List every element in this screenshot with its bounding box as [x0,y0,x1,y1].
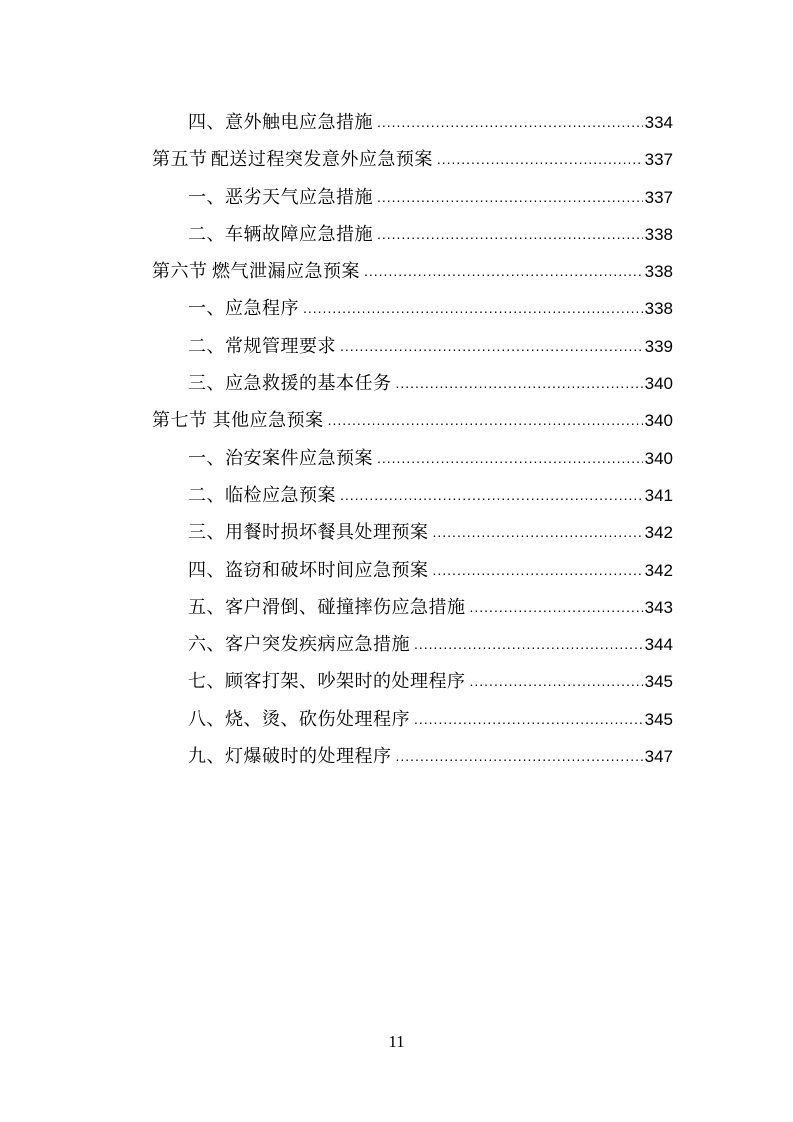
toc-entry[interactable] [152,141,673,178]
toc-dot-leader [433,563,643,577]
toc-entry[interactable] [152,328,673,365]
toc-dot-leader [396,376,643,390]
toc-entry-title: 临检应急预案 [225,484,336,506]
toc-entry-label: 二、 [188,335,225,357]
toc-entry[interactable] [152,253,673,290]
toc-entry-title: 配送过程突发意外应急预案 [210,149,433,171]
toc-entry-title: 常规管理要求 [225,335,336,357]
toc-entry[interactable] [152,104,673,141]
toc-entry-label: 六、 [188,634,225,656]
toc-entry-page: 334 [644,113,673,132]
toc-entry-title: 灯爆破时的处理程序 [225,746,392,768]
toc-entry[interactable] [152,738,673,775]
toc-dot-leader [377,190,643,204]
toc-entry[interactable] [152,589,673,626]
toc-entry-label: 三、 [188,373,225,395]
toc-entry-label: 第七节 [152,410,208,432]
toc-entry-label: 一、 [188,298,225,320]
toc-entry-page: 338 [644,299,673,319]
toc-entry-page: 343 [644,597,673,617]
toc-dot-leader [396,749,643,763]
toc-entry-title: 顾客打架、吵架时的处理程序 [225,671,466,693]
toc-entry-title: 恶劣天气应急措施 [225,186,373,208]
toc-dot-leader [377,451,643,465]
toc-entry-title: 盗窃和破坏时间应急预案 [225,559,429,581]
toc-dot-leader [364,264,643,278]
toc-entry-page: 342 [644,523,673,543]
toc-entry-page: 342 [644,560,673,580]
toc-entry[interactable] [152,402,673,439]
toc-entry-title: 燃气泄漏应急预案 [212,261,360,283]
toc-entry-page: 338 [644,224,673,244]
toc-entry-label: 八、 [188,708,225,730]
toc-entry[interactable] [152,477,673,514]
toc-entry-title: 应急救援的基本任务 [225,373,392,395]
table-of-contents [152,104,673,775]
toc-entry-label: 第五节 [152,149,208,171]
toc-entry-label: 一、 [188,447,225,469]
toc-entry[interactable] [152,552,673,589]
toc-entry-page: 347 [644,747,673,767]
toc-entry-title: 其他应急预案 [212,410,324,432]
toc-entry-page: 344 [644,635,673,655]
toc-dot-leader [437,152,643,166]
toc-entry-label: 二、 [188,223,225,245]
toc-entry-title: 意外触电应急措施 [225,112,373,133]
toc-dot-leader [328,413,643,427]
toc-entry[interactable] [152,663,673,700]
toc-dot-leader [414,712,643,726]
toc-entry-label: 七、 [188,671,225,693]
toc-entry[interactable] [152,290,673,327]
toc-entry-title: 客户滑倒、碰撞摔伤应急措施 [225,596,466,618]
toc-entry-page: 338 [644,262,673,282]
toc-dot-leader [433,525,643,539]
toc-dot-leader [414,637,643,651]
toc-entry-page: 341 [644,485,673,505]
toc-entry-page: 337 [644,150,673,170]
toc-entry-title: 车辆故障应急措施 [225,223,373,245]
toc-entry-label: 九、 [188,746,225,768]
toc-entry-page: 339 [644,336,673,356]
toc-entry[interactable] [152,626,673,663]
toc-entry[interactable] [152,440,673,477]
toc-entry-label: 四、 [188,559,225,581]
toc-entry[interactable] [152,216,673,253]
toc-entry-page: 345 [644,709,673,729]
toc-entry-page: 340 [644,374,673,394]
toc-entry[interactable] [152,365,673,402]
toc-entry-title: 客户突发疾病应急措施 [225,634,410,656]
toc-dot-leader [340,339,643,353]
page-number: 11 [388,1032,405,1051]
toc-entry-page: 340 [644,448,673,468]
toc-dot-leader [377,115,643,129]
toc-entry-title: 烧、烫、砍伤处理程序 [225,708,410,730]
toc-entry-page: 337 [644,187,673,207]
toc-entry[interactable] [152,514,673,551]
toc-entry-page: 340 [644,411,673,431]
toc-dot-leader [470,600,643,614]
toc-entry-label: 五、 [188,596,225,618]
toc-dot-leader [340,488,643,502]
toc-entry-title: 应急程序 [225,298,299,320]
toc-entry-label: 第六节 [152,261,208,283]
toc-dot-leader [377,227,643,241]
toc-dot-leader [303,301,643,315]
toc-entry-label: 四、 [188,112,225,133]
toc-entry-title: 治安案件应急预案 [225,447,373,469]
toc-entry[interactable] [152,179,673,216]
toc-entry-label: 二、 [188,484,225,506]
toc-entry-label: 三、 [188,522,225,544]
toc-entry-title: 用餐时损坏餐具处理预案 [225,522,429,544]
toc-entry-page: 345 [644,672,673,692]
toc-entry-label: 一、 [188,186,225,208]
toc-entry[interactable] [152,701,673,738]
toc-dot-leader [470,674,643,688]
